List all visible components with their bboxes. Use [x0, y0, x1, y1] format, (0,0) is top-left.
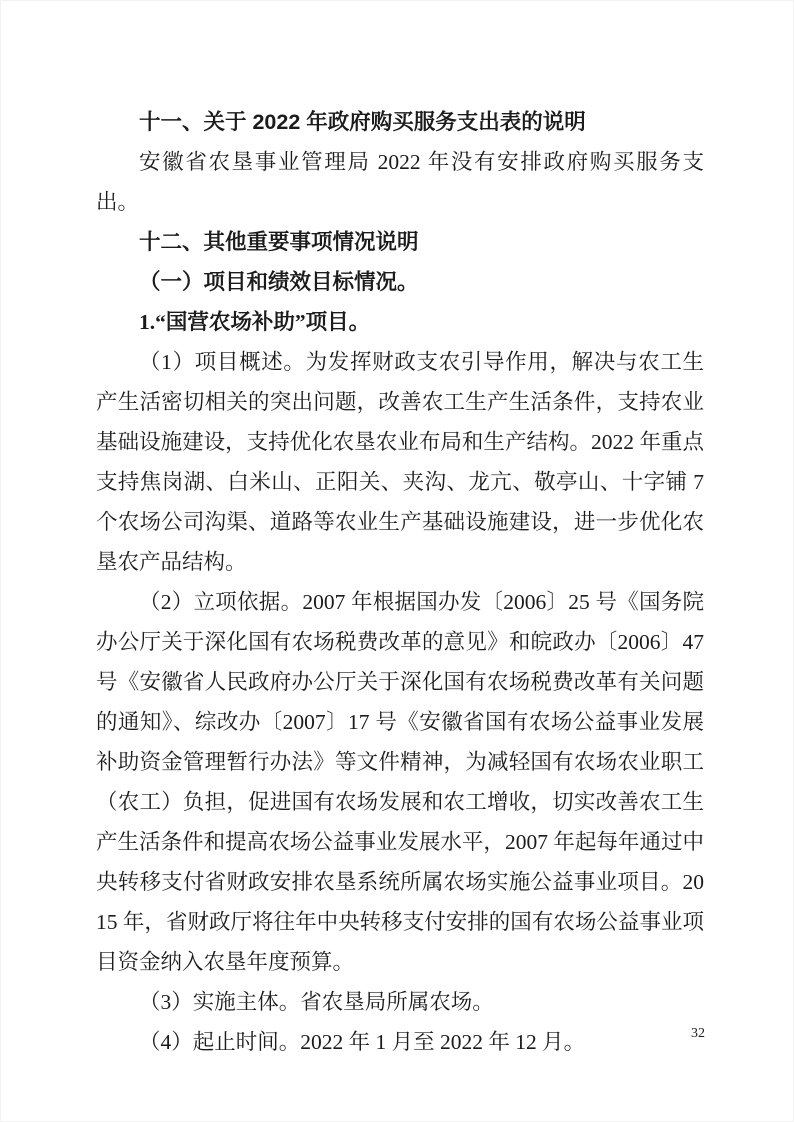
paragraph-project-basis: （2）立项依据。2007 年根据国办发〔2006〕25 号《国务院办公厅关于深化国有农场税费改革的意见》和皖政办〔2006〕47 号《安徽省人民政府办公厅关于深化国有农场税费改革有关问题的通知》、综改办〔2007〕17 号《安徽省国有农场公益事业发展补助资金管理暂行办法》等文件精神，为减轻国有农场农业职工（农工）负担，促进国有农场发展和农工增收，切实改善农工生产生活条件和提高农场公益事业发展水平，2007 年起每年通过中央转移支付省财政安排农垦系统所属农场实施公益事业项目。2015 年，省财政厅将往年中央转移支付安排的国有农场公益事业项目资金纳入农垦年度预算。	[96, 590, 704, 974]
paragraph-gov-purchase-statement: 安徽省农垦事业管理局 2022 年没有安排政府购买服务支出。	[96, 150, 704, 214]
section-heading-gov-purchase-services: 十一、关于 2022 年政府购买服务支出表的说明	[139, 110, 586, 134]
paragraph-implementing-body: （3）实施主体。省农垦局所属农场。	[139, 990, 494, 1014]
section-heading-other-important-matters: 十二、其他重要事项情况说明	[139, 230, 419, 254]
paragraph-start-end-time: （4）起止时间。2022 年 1 月至 2022 年 12 月。	[139, 1030, 586, 1054]
paragraph-project-overview: （1）项目概述。为发挥财政支农引导作用，解决与农工生产生活密切相关的突出问题，改善农工生产生活条件，支持农业基础设施建设，支持优化农垦农业布局和生产结构。2022 年重点支持焦岗湖、白米山、正阳关、夹沟、龙亢、敬亭山、十字铺 7 个农场公司沟渠、道路等农业生产基础设施建设，进一步优化农垦农产品结构。	[96, 350, 704, 574]
page-number: 32	[691, 1026, 705, 1041]
document-content	[96, 102, 704, 1062]
subsection-heading-project-performance-goals: （一）项目和绩效目标情况。	[139, 270, 419, 294]
project-heading-state-farm-subsidy: 1.“国营农场补助”项目。	[139, 310, 371, 334]
